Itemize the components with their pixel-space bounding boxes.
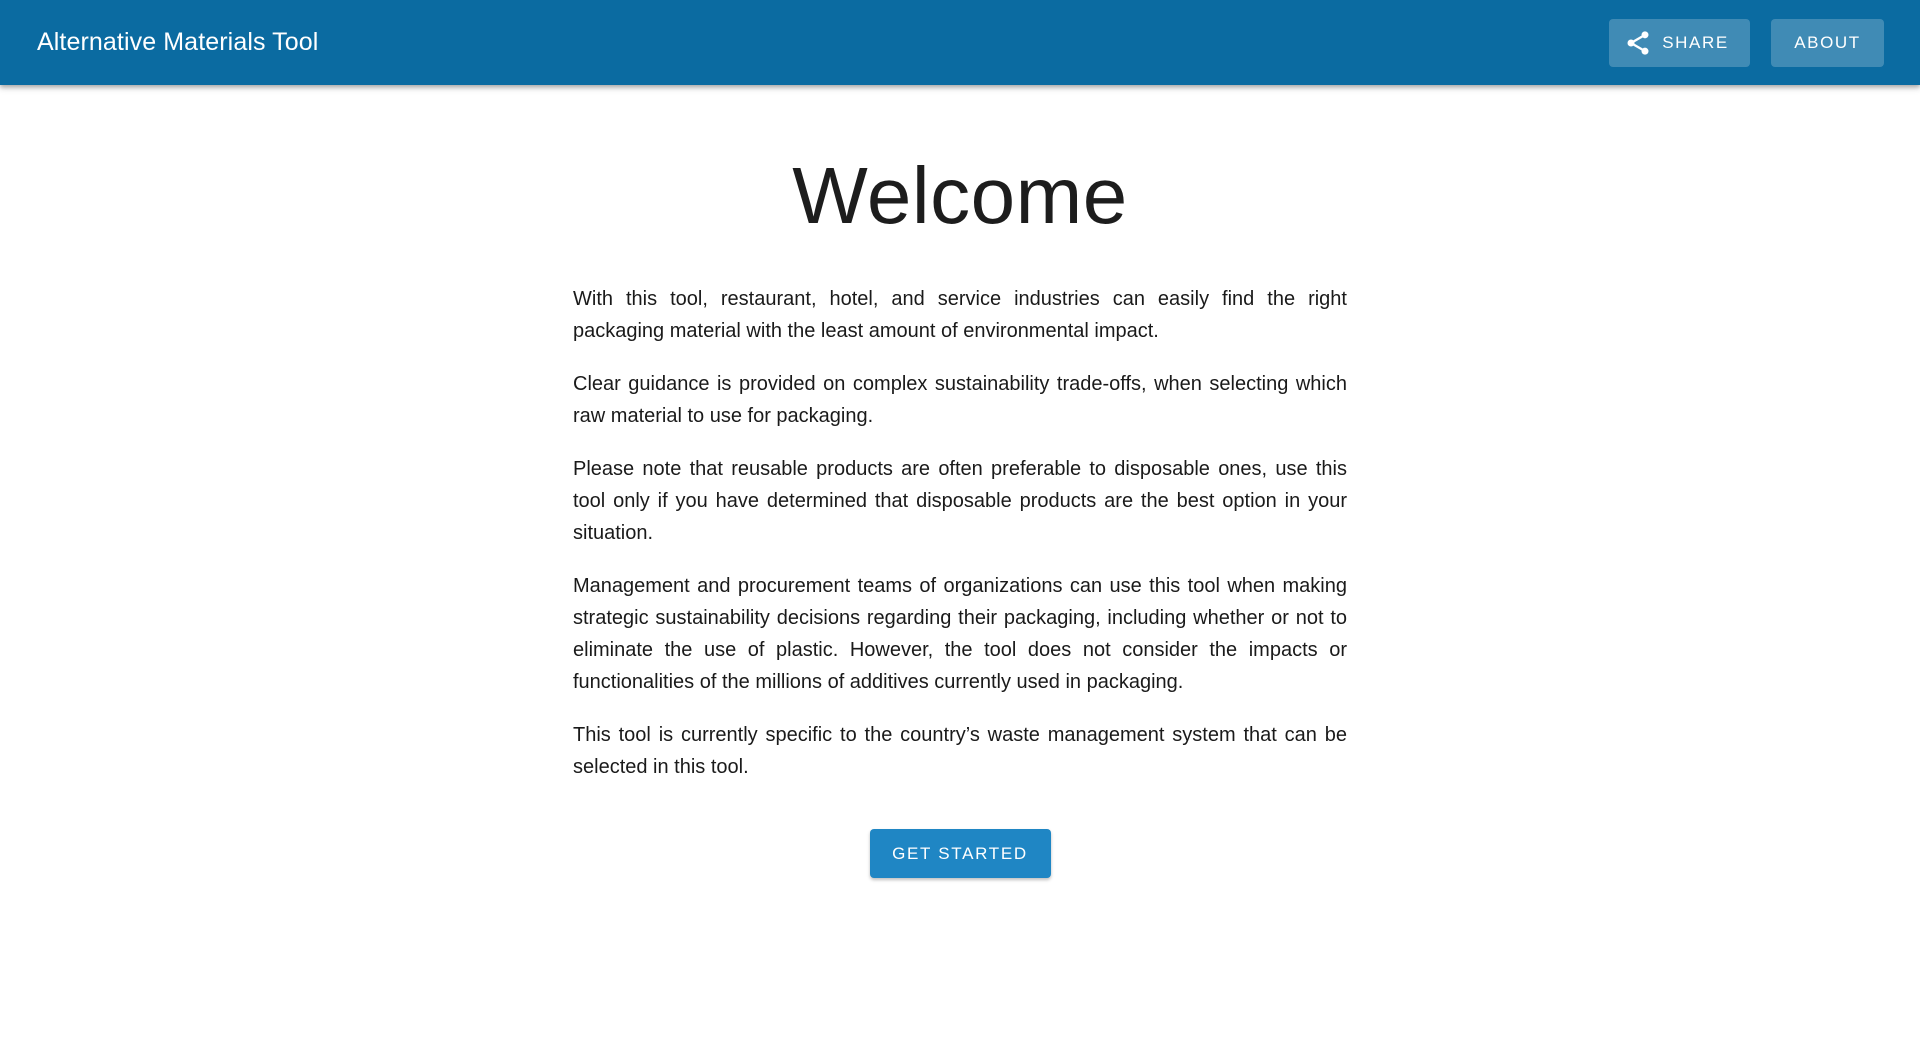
management-paragraph: Management and procurement teams of organizations can use this tool when making strategic sustainability decisions regarding their packaging, including whether or not to eliminate the use of plastic. However, the tool does not consider the impacts or functionalities of the millions of additives currently used in packaging. <box>573 575 1347 693</box>
country-specific-paragraph: This tool is currently specific to the country’s waste management system that can be selected in this tool. <box>573 724 1347 778</box>
share-button[interactable] <box>1609 19 1750 67</box>
share-icon <box>1624 29 1652 57</box>
about-button-label: ABOUT <box>1794 32 1861 52</box>
intro-paragraph: With this tool, restaurant, hotel, and service industries can easily find the right packaging material with the least amount of environmental impact. <box>573 288 1347 342</box>
guidance-paragraph: Clear guidance is provided on complex sustainability trade-offs, when selecting which raw material to use for packaging. <box>573 373 1347 427</box>
app-bar <box>0 0 1920 85</box>
get-started-button[interactable]: GET STARTED <box>870 829 1051 878</box>
about-button[interactable] <box>1771 19 1884 67</box>
app-bar-actions <box>1609 19 1884 67</box>
share-button-label: SHARE <box>1662 32 1729 52</box>
reusable-note-paragraph: Please note that reusable products are often preferable to disposable ones, use this tool only if you have determined that disposable products are the best option in your situation. <box>573 458 1347 544</box>
app-title: Alternative Materials Tool <box>37 28 319 56</box>
cta-container <box>573 829 1347 878</box>
welcome-content <box>573 150 1347 878</box>
page-title: Welcome <box>792 151 1128 240</box>
